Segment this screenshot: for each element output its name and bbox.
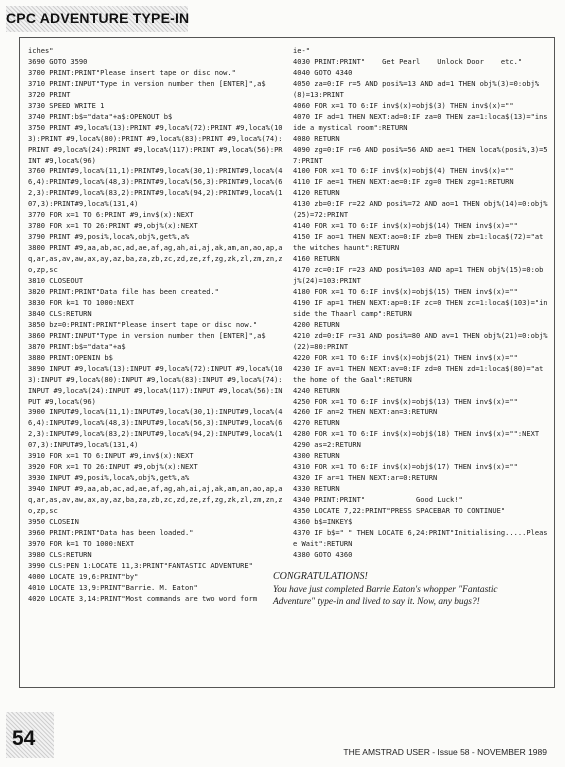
- code-line: 4270 RETURN: [293, 418, 340, 428]
- code-line: 4020 LOCATE 3,14:PRINT"Most commands are two word form: [28, 593, 258, 603]
- code-line: 3950 CLOSEIN: [28, 516, 79, 526]
- code-line: 4320 IF ar=1 THEN NEXT:ar=0:RETURN: [293, 473, 438, 483]
- code-line: 3760 PRINT#9,loca%(11,1):PRINT#9,loca%(30,1):PRINT#9,loca%(46,4):PRINT#9,loca%(48,3):PRINT#9,loca%(56,3):PRINT#9,loca%(62,3):PRINT#9,loca%(83,2):PRINT#9,loca%(94,2):PRINT#9,loca%(107,3):PRINT#9,loca%(131,4): [28, 166, 283, 209]
- code-line: 3690 GOTO 3590: [28, 56, 88, 66]
- code-line: ie-": [293, 46, 310, 55]
- page-number: 54: [12, 727, 36, 750]
- code-line: 4210 zd=0:IF r=31 AND posi%=80 AND av=1 THEN obj%(21)=0:obj%(22)=80:PRINT: [293, 330, 548, 351]
- code-line: 4000 LOCATE 19,6:PRINT"by": [28, 571, 139, 581]
- code-line: 4240 RETURN: [293, 385, 340, 395]
- congratulations-body: You have just completed Barrie Eaton's whopper "Fantastic Adventure" type-in and lived to say it. Now, any bugs?!: [273, 585, 498, 607]
- listing-left-column: [28, 46, 285, 605]
- code-line: 4370 IF b$=" " THEN LOCATE 6,24:PRINT"Initialising.....Please Wait":RETURN: [293, 527, 548, 548]
- code-line: 3700 PRINT:PRINT"Please insert tape or disc now.": [28, 67, 236, 77]
- code-line: iches": [28, 46, 54, 55]
- code-line: 3900 INPUT#9,loca%(11,1):INPUT#9,loca%(30,1):INPUT#9,loca%(46,4):INPUT#9,loca%(48,3):INPUT#9,loca%(56,3):INPUT#9,loca%(62,3):INPUT#9,loca%(83,2):INPUT#9,loca%(94,2):INPUT#9,loca%(107,3):INPUT#9,loca%(131,4): [28, 407, 283, 450]
- code-line: 3820 PRINT:PRINT"Data file has been created.": [28, 286, 219, 296]
- code-line: 4180 FOR x=1 TO 6:IF inv$(x)=obj$(15) THEN inv$(x)="": [293, 286, 518, 296]
- code-line: 3940 INPUT #9,aa,ab,ac,ad,ae,af,ag,ah,ai,aj,ak,am,an,ao,ap,aq,ar,as,av,aw,ax,ay,az,ba,za,zb,zc,zd,ze,zf,zg,zk,zl,zm,zn,zo,zp,sc: [28, 484, 283, 516]
- code-line: 4150 IF ao=1 THEN NEXT:ao=0:IF zb=0 THEN zb=1:loca$(72)="at the witches haunt":RETURN: [293, 232, 548, 253]
- code-line: 3980 CLS:RETURN: [28, 549, 92, 559]
- code-line: 4140 FOR x=1 TO 6:IF inv$(x)=obj$(14) THEN inv$(x)="": [293, 221, 518, 231]
- code-line: 4380 GOTO 4360: [293, 549, 353, 559]
- code-line: 4350 LOCATE 7,22:PRINT"PRESS SPACEBAR TO CONTINUE": [293, 506, 506, 516]
- code-line: 3780 FOR x=1 TO 26:PRINT #9,obj%(x):NEXT: [28, 221, 198, 231]
- code-line: 4190 IF ap=1 THEN NEXT:ap=0:IF zc=0 THEN zc=1:loca$(103)="inside the Thaarl camp":RETURN: [293, 297, 548, 318]
- code-line: 4340 PRINT:PRINT" Good Luck!": [293, 495, 463, 505]
- code-line: 3810 CLOSEOUT: [28, 276, 84, 286]
- code-line: 4230 IF av=1 THEN NEXT:av=0:IF zd=0 THEN zd=1:loca$(80)="at the home of the Gaal":RETURN: [293, 363, 548, 384]
- code-line: 4050 za=0:IF r=5 AND posi%=13 AND ad=1 THEN obj%(3)=0:obj%(8)=13:PRINT: [293, 78, 540, 99]
- code-line: 4070 IF ad=1 THEN NEXT:ad=0:IF za=0 THEN za=1:loca$(13)="inside a mystical room":RETURN: [293, 111, 548, 132]
- code-line: 4160 RETURN: [293, 254, 340, 264]
- code-line: 3880 PRINT:OPENIN b$: [28, 352, 113, 362]
- section-title: CPC ADVENTURE TYPE-IN: [6, 10, 190, 26]
- code-line: 4090 zg=0:IF r=6 AND posi%=56 AND ae=1 THEN loca%(posi%,3)=57:PRINT: [293, 144, 548, 165]
- code-line: 4170 zc=0:IF r=23 AND posi%=103 AND ap=1 THEN obj%(15)=0:obj%(24)=103:PRINT: [293, 265, 544, 286]
- congratulations-title: CONGRATULATIONS!: [273, 571, 368, 582]
- code-line: 3850 bz=0:PRINT:PRINT"Please insert tape or disc now.": [28, 319, 258, 329]
- code-line: 3840 CLS:RETURN: [28, 308, 92, 318]
- listing-right-column: [293, 46, 551, 561]
- code-line: 3720 PRINT: [28, 89, 71, 99]
- code-listing-left: [28, 46, 285, 605]
- code-line: 3710 PRINT:INPUT"Type in version number then [ENTER]",a$: [28, 78, 266, 88]
- code-line: 4200 RETURN: [293, 319, 340, 329]
- publication-credit: THE AMSTRAD USER - Issue 58 - NOVEMBER 1989: [343, 747, 547, 757]
- code-line: 4130 zb=0:IF r=22 AND posi%=72 AND ao=1 THEN obj%(14)=0:obj%(25)=72:PRINT: [293, 199, 548, 220]
- code-line: 4360 b$=INKEY$: [293, 516, 353, 526]
- code-line: 4310 FOR x=1 TO 6:IF inv$(x)=obj$(17) THEN inv$(x)="": [293, 462, 518, 472]
- code-line: 4060 FOR x=1 TO 6:IF inv$(x)=obj$(3) THEN inv$(x)="": [293, 100, 514, 110]
- code-line: 3730 SPEED WRITE 1: [28, 100, 105, 110]
- code-line: 4330 RETURN: [293, 484, 340, 494]
- code-line: 3800 PRINT #9,aa,ab,ac,ad,ae,af,ag,ah,ai,aj,ak,am,an,ao,ap,aq,ar,as,av,aw,ax,ay,az,ba,za,zb,zc,zd,ze,zf,zg,zk,zl,zm,zn,zo,zp,sc: [28, 243, 283, 275]
- code-line: 4080 RETURN: [293, 133, 340, 143]
- code-line: 3910 FOR x=1 TO 6:INPUT #9,inv$(x):NEXT: [28, 451, 194, 461]
- code-line: 4120 RETURN: [293, 188, 340, 198]
- code-line: 4110 IF ae=1 THEN NEXT:ae=0:IF zg=0 THEN zg=1:RETURN: [293, 177, 514, 187]
- code-line: 3770 FOR x=1 TO 6:PRINT #9,inv$(x):NEXT: [28, 210, 194, 220]
- code-line: 3740 PRINT:b$="data"+a$:OPENOUT b$: [28, 111, 173, 121]
- code-line: 3970 FOR k=1 TO 1000:NEXT: [28, 538, 135, 548]
- code-line: 3920 FOR x=1 TO 26:INPUT #9,obj%(x):NEXT: [28, 462, 198, 472]
- code-line: 4040 GOTO 4340: [293, 67, 353, 77]
- code-line: 4290 as=2:RETURN: [293, 440, 361, 450]
- code-line: 4260 IF an=2 THEN NEXT:an=3:RETURN: [293, 407, 438, 417]
- code-line: 3960 PRINT:PRINT"Data has been loaded.": [28, 527, 194, 537]
- code-line: 4220 FOR x=1 TO 6:IF inv$(x)=obj$(21) THEN inv$(x)="": [293, 352, 518, 362]
- congratulations-note: [273, 571, 531, 608]
- code-line: 3870 PRINT:b$="data"+a$: [28, 341, 126, 351]
- code-line: 4010 LOCATE 13,9:PRINT"Barrie. M. Eaton": [28, 582, 198, 592]
- code-line: 4300 RETURN: [293, 451, 340, 461]
- code-listing-right: [293, 46, 551, 561]
- code-line: 4250 FOR x=1 TO 6:IF inv$(x)=obj$(13) THEN inv$(x)="": [293, 396, 518, 406]
- code-line: 3830 FOR k=1 TO 1000:NEXT: [28, 297, 135, 307]
- code-line: 3990 CLS:PEN 1:LOCATE 11,3:PRINT"FANTASTIC ADVENTURE": [28, 560, 253, 570]
- code-line: 3860 PRINT:INPUT"Type in version number then [ENTER]",a$: [28, 330, 266, 340]
- code-line: 3750 PRINT #9,loca%(13):PRINT #9,loca%(72):PRINT #9,loca%(103):PRINT #9,loca%(80):PRINT #9,loca%(83):PRINT #9,loca%(74):PRINT #9,loca%(24):PRINT #9,loca%(117):PRINT #9,loca%(56):PRINT #9,loca%(96): [28, 122, 283, 165]
- code-line: 4280 FOR x=1 TO 6:IF inv$(x)=obj$(18) THEN inv$(x)="":NEXT: [293, 429, 540, 439]
- code-line: 3890 INPUT #9,loca%(13):INPUT #9,loca%(72):INPUT #9,loca%(103):INPUT #9,loca%(80):INPUT #9,loca%(83):INPUT #9,loca%(74):INPUT #9,loca%(24):INPUT #9,loca%(117):INPUT #9,loca%(56):INPUT #9,loca%(96): [28, 363, 283, 406]
- code-line: 4100 FOR x=1 TO 6:IF inv$(x)=obj$(4) THEN inv$(x)="": [293, 166, 514, 176]
- code-line: 4030 PRINT:PRINT" Get Pearl Unlock Door etc.": [293, 56, 523, 66]
- code-line: 3930 INPUT #9,posi%,loca%,obj%,get%,a%: [28, 473, 190, 483]
- code-line: 3790 PRINT #9,posi%,loca%,obj%,get%,a%: [28, 232, 190, 242]
